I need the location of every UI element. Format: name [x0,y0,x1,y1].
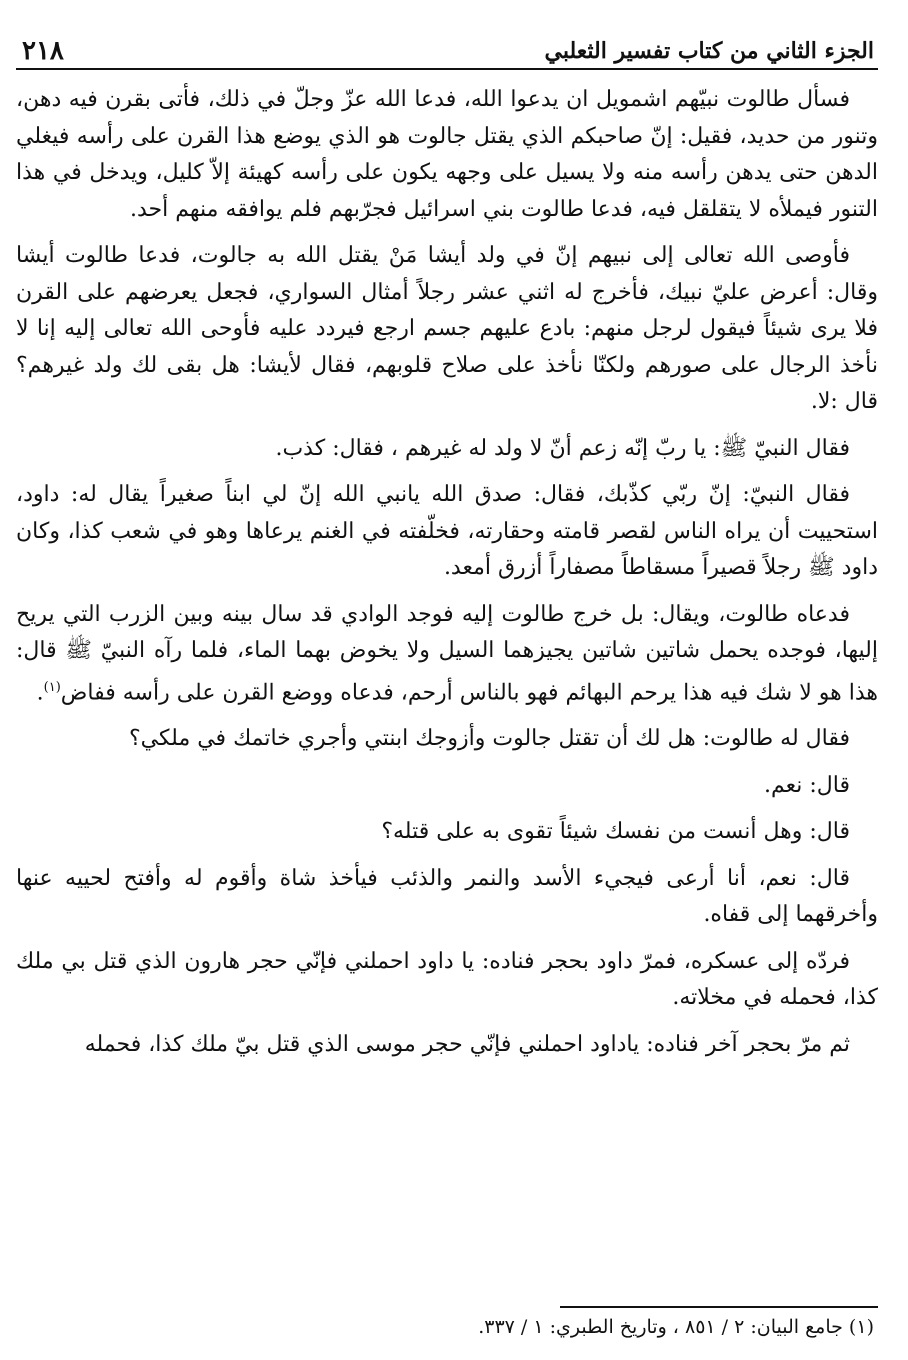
paragraph-11: ثم مرّ بحجر آخر فناده: ياداود احملني فإنّي حجر موسى الذي قتل بيّ ملك كذا، فحمله [84,1031,850,1057]
page-number: ٢١٨ [22,36,64,66]
header-divider [16,68,878,70]
paragraph-5 [16,597,878,712]
paragraph-10: فردّه إلى عسكره، فمرّ داود بحجر فناده: يا داود احملني فإنّي حجر هارون الذي قتل بي ملك كذا، فحمله في مخلاته. [16,948,878,1011]
paragraph-5-end: . [36,679,44,705]
running-header [16,30,878,66]
footnote-divider [560,1306,878,1308]
paragraph-3: فقال النبيّ ﷺ: يا ربّ إنّه زعم أنّ لا ولد له غيرهم ، فقال: كذب. [275,435,850,461]
footnote: (١) جامع البيان: ٢ / ٨٥١ ، وتاريخ الطبري: ١ / ٣٣٧. [478,1316,874,1338]
paragraph-6: فقال له طالوت: هل لك أن تقتل جالوت وأزوجك ابنتي وأجري خاتمك في ملكي؟ [129,726,850,752]
paragraph-7: قال: نعم. [764,772,850,798]
paragraph-4: فقال النبيّ: إنّ ربّي كذّبك، فقال: صدق الله يانبي الله إنّ لي ابناً صغيراً يقال له: داود، استحييت أن يراه الناس لقصر قامته وحقارته، فخلّفته في الغنم يرعاها وهو في شعب كذا، وكان داود ﷺ رجلاً قصيراً مسقاطاً مصفاراً أزرق أمعد. [16,482,878,580]
running-header-title: الجزء الثاني من كتاب تفسير الثعلبي [544,38,874,64]
body-text [16,82,878,1073]
paragraph-5-text: فدعاه طالوت، ويقال: بل خرج طالوت إليه فوجد الوادي قد سال بينه وبين الزرب التي يريح إليها، فوجده يحمل شاتين شاتين يجيزهما السيل ولا يخوض بهما الماء، فلما رآه النبيّ ﷺ قال: هذا هو لا شك فيه هذا يرحم البهائم فهو بالناس أرحم، فدعاه ووضع القرن على رأسه ففاض [16,601,878,705]
paragraph-1: فسأل طالوت نبيّهم اشمويل ان يدعوا الله، فدعا الله عزّ وجلّ في ذلك، فأتى بقرن فيه دهن، وتنور من حديد، فقيل: إنّ صاحبكم الذي يقتل جالوت هو الذي يوضع هذا القرن على رأسه فيغلي الدهن حتى يدهن رأسه منه ولا يسيل على وجهه يكون على رأسه كهيئة إلاّ كليل، ويدخل في هذا التنور فيملأه لا يتقلقل فيه، فدعا طالوت بني اسرائيل فجرّبهم فلم يوافقه منهم أحد. [16,87,878,222]
book-page [16,0,878,1360]
paragraph-9: قال: نعم، أنا أرعى فيجيء الأسد والنمر والذئب فيأخذ شاة وأقوم له وأفتح لحييه عنها وأخرقهما إلى قفاه. [16,865,878,928]
paragraph-2: فأوصى الله تعالى إلى نبيهم إنّ في ولد أيشا مَنْ يقتل الله به جالوت، فدعا طالوت أيشا وقال: أعرض عليّ نبيك، فأخرج له اثني عشر رجلاً أمثال السواري، فجعل يعرضهم على القرن فلا يرى شيئاً فيقول لرجل منهم: بادع عليهم جسم ارجع فيردد عليه فأوحى الله تعالى إليه إنا لا نأخذ الرجال على صورهم ولكنّا نأخذ على صلاح قلوبهم، فقال لأيشا: هل بقى لك ولد غيرهم؟ قال :لا. [16,243,878,414]
paragraph-8: قال: وهل أنست من نفسك شيئاً تقوى به على قتله؟ [381,819,850,845]
footnote-reference: (١) [43,679,61,695]
